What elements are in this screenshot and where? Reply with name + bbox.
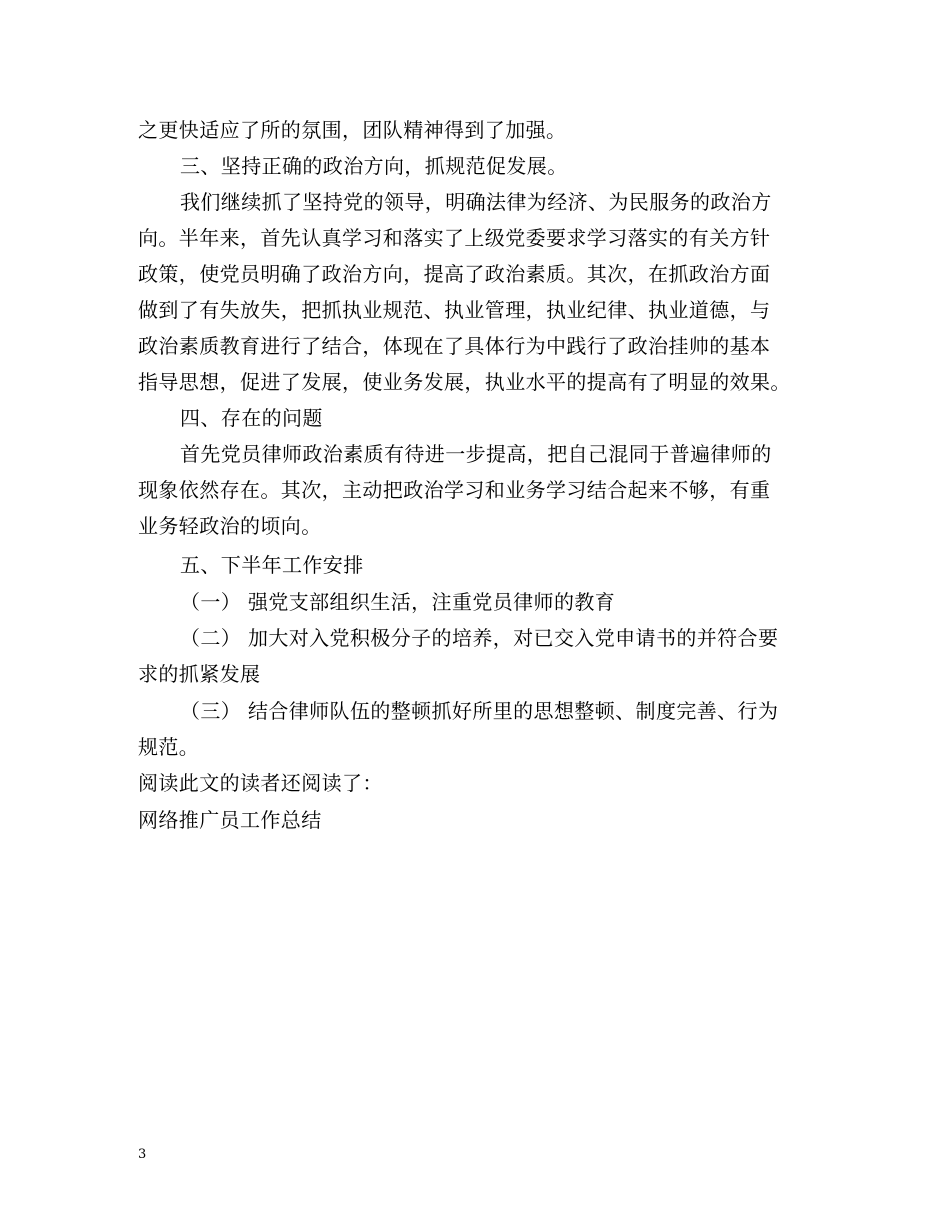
text-line: 规范。 [138, 735, 200, 759]
related-article-link[interactable]: 网络推广员工作总结 [138, 808, 322, 832]
text-line: 指导思想，促进了发展，使业务发展，执业水平的提高有了明显的效果。 [138, 370, 791, 394]
list-item: （二） 加大对入党积极分子的培养，对已交入党申请书的并符合要 [180, 626, 779, 650]
section-heading-5: 五、下半年工作安排 [180, 553, 364, 577]
section-heading-3: 三、坚持正确的政治方向，抓规范促发展。 [180, 154, 568, 178]
list-item: （三） 结合律师队伍的整顿抓好所里的思想整顿、制度完善、行为 [180, 699, 779, 723]
text-line: 政策，使党员明确了政治方向，提高了政治素质。其次，在抓政治方面 [138, 262, 771, 286]
text-line: 政治素质教育进行了结合，体现在了具体行为中践行了政治挂帅的基本 [138, 334, 771, 358]
section-heading-4: 四、存在的问题 [180, 406, 323, 430]
text-line: 我们继续抓了坚持党的领导，明确法律为经济、为民服务的政治方 [180, 190, 772, 214]
text-line: 首先党员律师政治素质有待进一步提高，把自己混同于普遍律师的 [180, 442, 772, 466]
list-item: （一） 强党支部组织生活，注重党员律师的教育 [180, 590, 616, 614]
related-reading-label: 阅读此文的读者还阅读了： [138, 771, 383, 795]
text-line: 之更快适应了所的氛围，团队精神得到了加强。 [138, 118, 567, 142]
text-line: 做到了有失放失，把抓执业规范、执业管理，执业纪律、执业道德，与 [138, 298, 771, 322]
text-line: 业务轻政治的顷向。 [138, 514, 322, 538]
page-number: 3 [138, 1147, 147, 1162]
text-line: 向。半年来，首先认真学习和落实了上级党委要求学习落实的有关方针 [138, 226, 771, 250]
text-line: 现象依然存在。其次，主动把政治学习和业务学习结合起来不够，有重 [138, 478, 771, 502]
text-line: 求的抓紧发展 [138, 662, 261, 686]
